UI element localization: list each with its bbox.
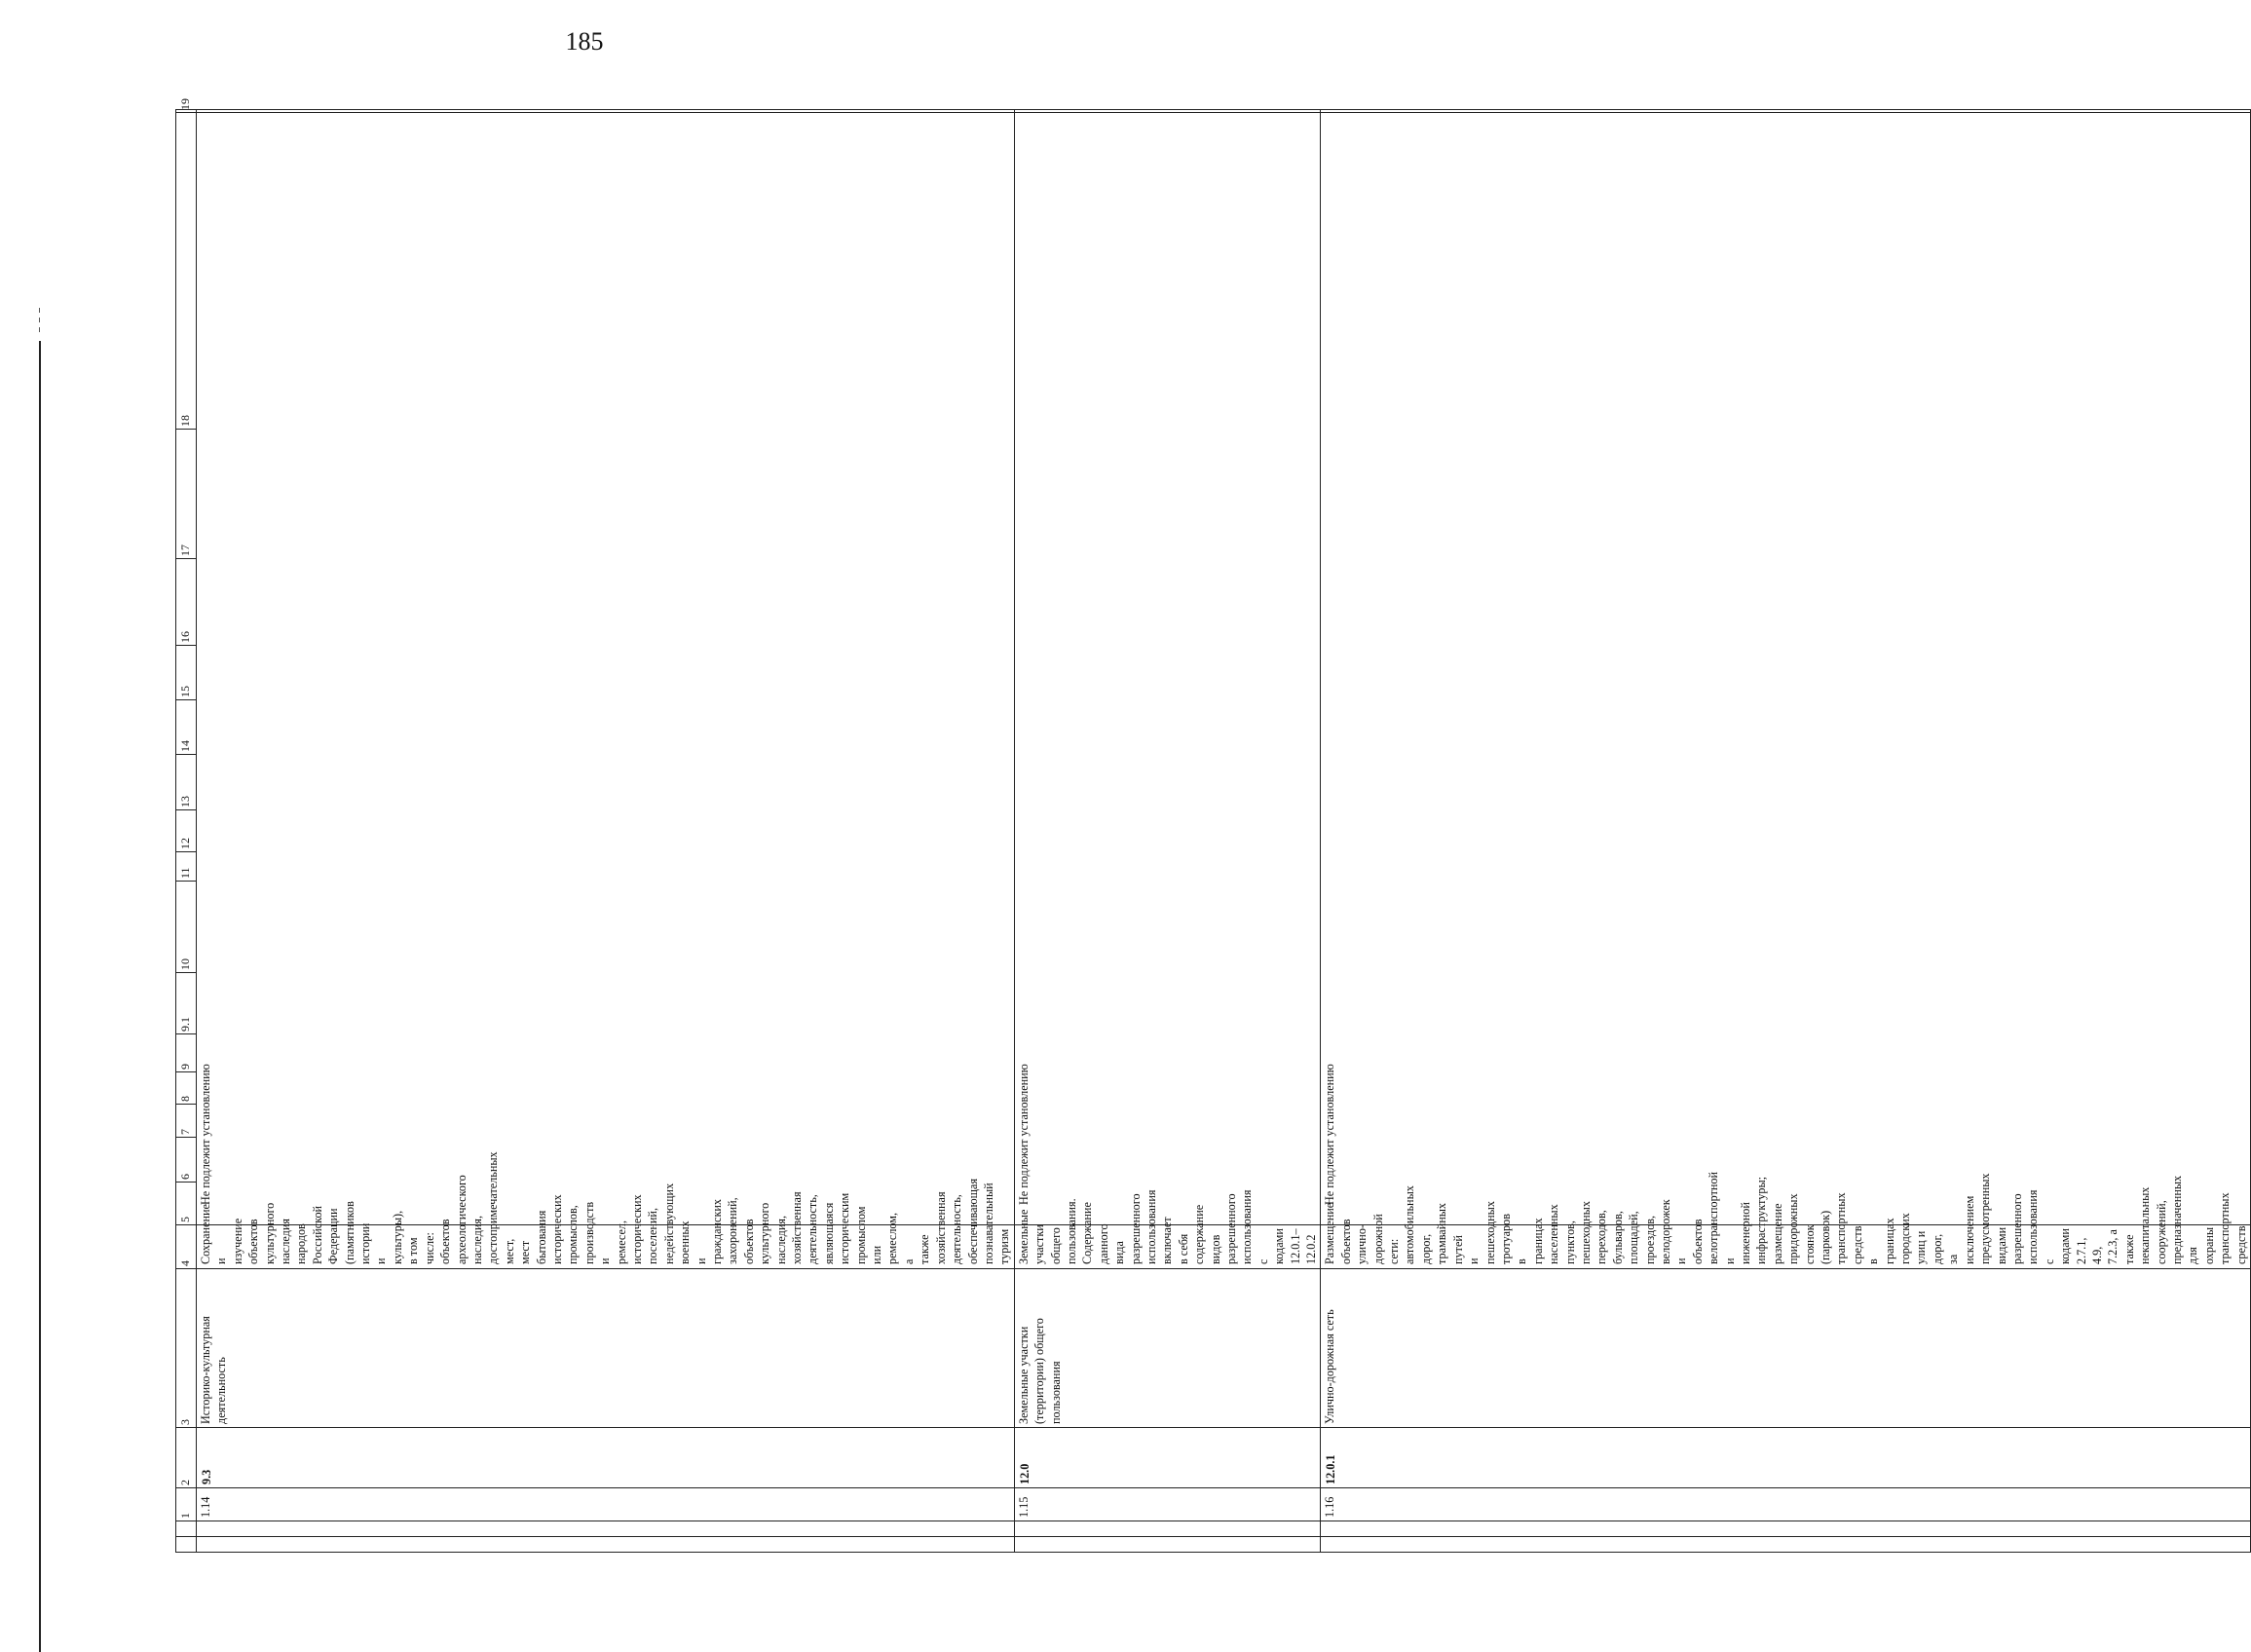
empty-cell <box>197 110 1015 113</box>
binding-tick <box>39 318 40 322</box>
column-header: 13 <box>176 755 197 810</box>
use-code-cell: 9.3 <box>197 1428 1015 1488</box>
binding-tick <box>39 308 40 313</box>
column-header: 4 <box>176 1225 197 1269</box>
column-header: 11 <box>176 852 197 882</box>
row-spacer <box>197 1537 1015 1553</box>
rotated-table-container <box>175 98 2248 1553</box>
column-header: 1 <box>176 1488 197 1521</box>
table-header-row <box>176 110 197 1553</box>
column-header: 15 <box>176 646 197 700</box>
column-header: 5 <box>176 1183 197 1225</box>
column-header: 16 <box>176 559 197 646</box>
zoning-regulations-table <box>175 98 2251 1553</box>
column-header: 7 <box>176 1105 197 1138</box>
use-name-cell: Земельные участки (территории) общего пользования <box>1014 1269 1321 1428</box>
page-number: 185 <box>565 27 604 56</box>
column-header: 8 <box>176 1072 197 1105</box>
use-description-cell: Земельные участки общего пользования. Содержание данного вида разрешенного использования включает в себя содержание видов разрешенного использования с кодами 12.0.1–12.0.2 <box>1014 1225 1321 1269</box>
use-description-cell: Сохранение и изучение объектов культурного наследия народов Российской Федерации (памятников истории и культуры), в том числе: объектов археологического наследия, достопримечательных мест, мест бытования исторических промыслов, производств и ремесел, исторических поселений, недействующих военных и гражданских захоронений, объектов культурного наследия, хозяйственная деятельность, являющаяся историческим промыслом или ремеслом, а также хозяйственная деятельность, обеспечивающая познавательный туризм <box>197 1225 1015 1269</box>
use-name-cell: Улично-дорожная сеть <box>1321 1269 2251 1428</box>
column-header: 9.1 <box>176 973 197 1034</box>
row-spacer <box>1321 1521 2251 1537</box>
row-spacer <box>197 1521 1015 1537</box>
column-header: 2 <box>176 1428 197 1488</box>
rotated-table-sheet <box>175 98 2248 1553</box>
column-header: 10 <box>176 882 197 973</box>
parameters-cell: Не подлежит установлению <box>1014 113 1321 1225</box>
table-row <box>1014 110 1321 1553</box>
empty-cell <box>1014 110 1321 113</box>
column-header: 17 <box>176 430 197 559</box>
table-row <box>1321 110 2251 1553</box>
column-header: 9 <box>176 1034 197 1072</box>
column-header: 6 <box>176 1138 197 1183</box>
row-number-cell: 1.16 <box>1321 1488 2251 1521</box>
column-header: 19 <box>176 110 197 113</box>
column-header: 3 <box>176 1269 197 1428</box>
binding-edge-line <box>39 341 41 1652</box>
use-description-cell: Размещение объектов улично-дорожной сети: автомобильных дорог, трамвайных путей и пешеходных тротуаров в границах населенных пунктов, пешеходных переходов, бульваров, площадей, проездов, велодорожек и объектов велотранспортной и инженерной инфраструктуры; размещение придорожных стоянок (парковок) транспортных средств в границах городских улиц и дорог, за исключением предусмотренных видами разрешенного использования с кодами 2.7.1, 4.9, 7.2.3, а также некапитальных сооружений, предназначенных для охраны транспортных средств <box>1321 1225 2251 1269</box>
table-row <box>197 110 1015 1553</box>
parameters-cell: Не подлежит установлению <box>197 113 1015 1225</box>
header-spacer <box>176 1521 197 1537</box>
row-number-cell: 1.15 <box>1014 1488 1321 1521</box>
column-header: 18 <box>176 113 197 430</box>
header-spacer <box>176 1537 197 1553</box>
row-number-cell: 1.14 <box>197 1488 1015 1521</box>
column-header: 14 <box>176 700 197 755</box>
empty-cell <box>1321 110 2251 113</box>
use-code-cell: 12.0.1 <box>1321 1428 2251 1488</box>
row-spacer <box>1014 1521 1321 1537</box>
row-spacer <box>1014 1537 1321 1553</box>
use-code-cell: 12.0 <box>1014 1428 1321 1488</box>
binding-tick <box>39 327 40 332</box>
column-header: 12 <box>176 810 197 852</box>
use-name-cell: Историко-культурная деятельность <box>197 1269 1015 1428</box>
row-spacer <box>1321 1537 2251 1553</box>
parameters-cell: Не подлежит установлению <box>1321 113 2251 1225</box>
